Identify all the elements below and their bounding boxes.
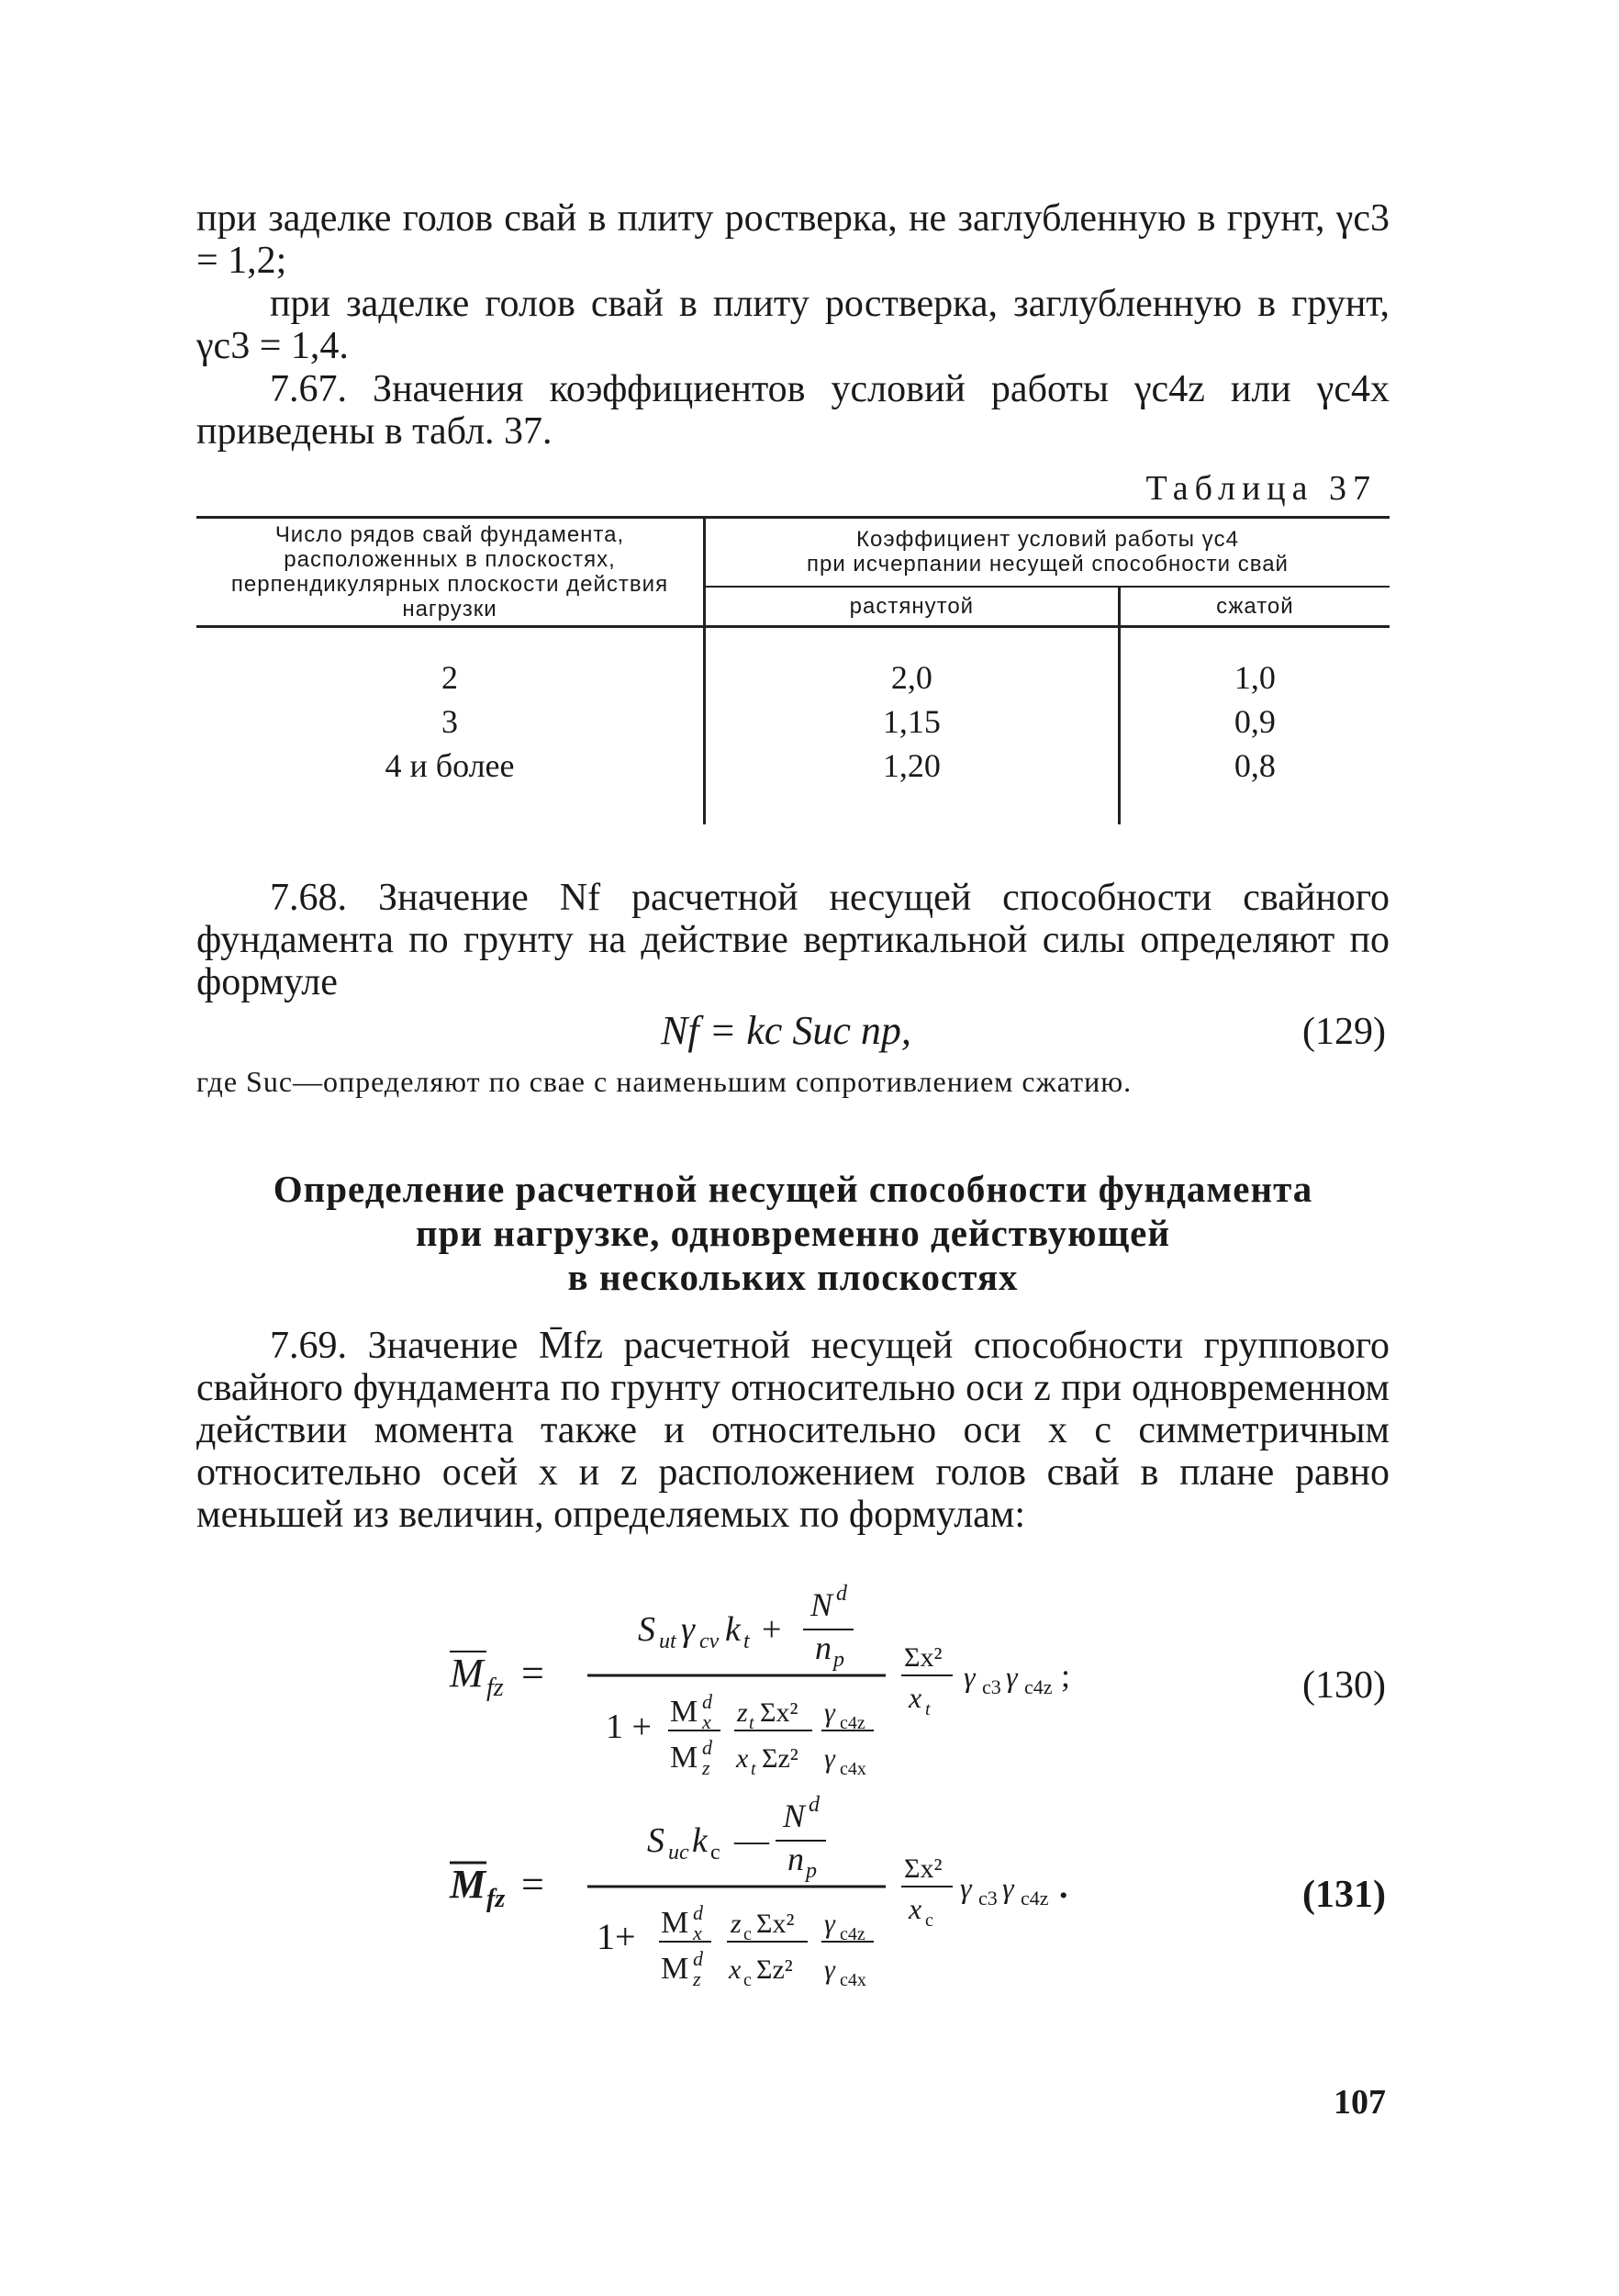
svg-text:t: t (743, 1630, 750, 1653)
svg-text:—: — (734, 1821, 769, 1860)
svg-text:x: x (693, 1921, 702, 1944)
svg-text:k: k (692, 1821, 708, 1860)
table-header-tension: растянутой (705, 587, 1120, 627)
svg-text:γ: γ (960, 1871, 972, 1904)
paragraph-anchorage-not-embedded: при заделке голов свай в плиту ростверка, не заглубленную в грунт, γc3 = 1,2; (196, 197, 1390, 282)
svg-text:N: N (783, 1798, 806, 1834)
table-cell-compression: 1,0 (1234, 659, 1276, 696)
table-row (196, 655, 1390, 700)
svg-text:Σz²: Σz² (756, 1954, 793, 1985)
svg-text:t: t (749, 1713, 754, 1733)
svg-text:c: c (743, 1924, 752, 1944)
formula-129-number: (129) (1302, 1011, 1386, 1053)
table-caption: Таблица 37 (1145, 469, 1377, 508)
svg-text:d: d (836, 1582, 847, 1606)
table-cell-tension: 1,20 (705, 744, 1120, 788)
svg-text:c: c (925, 1910, 933, 1931)
svg-text:c4x: c4x (840, 1759, 866, 1779)
svg-text:c3: c3 (982, 1675, 1001, 1698)
svg-text:fz: fz (486, 1885, 506, 1913)
svg-text:Σx²: Σx² (756, 1909, 795, 1939)
svg-text:Σx²: Σx² (760, 1697, 798, 1728)
svg-text:c4z: c4z (840, 1924, 865, 1944)
svg-text:d: d (693, 1947, 703, 1970)
svg-text:cv: cv (699, 1630, 720, 1653)
svg-text:t: t (925, 1699, 931, 1719)
svg-text:c4z: c4z (1024, 1675, 1053, 1698)
svg-text:Σx²: Σx² (904, 1642, 943, 1673)
svg-text:ut: ut (659, 1630, 676, 1653)
svg-text:γ: γ (1002, 1871, 1014, 1904)
svg-text:c3: c3 (978, 1887, 998, 1910)
svg-text:S: S (638, 1610, 655, 1649)
table-row (196, 700, 1390, 744)
svg-text:Σz²: Σz² (762, 1743, 798, 1774)
svg-text:M: M (450, 1651, 484, 1696)
svg-text:d: d (809, 1793, 820, 1817)
svg-text:.: . (1059, 1867, 1068, 1906)
svg-text:c: c (743, 1970, 752, 1990)
svg-text:x: x (909, 1892, 922, 1925)
svg-text:n: n (787, 1841, 804, 1877)
svg-text:=: = (521, 1862, 544, 1907)
svg-text:p: p (806, 1859, 817, 1883)
paragraph-7-69: 7.69. Значение M̄fz расчетной несущей способности группового свайного фундамента по грунту относительно оси z при одновременном действии момента также и относительно оси x с симметричным относительно осей x и z расположением голов свай в плане равно меньшей из величин, определяемых по формулам: (196, 1325, 1390, 1536)
table-cell-compression: 0,8 (1234, 747, 1276, 784)
table-header-compression: сжатой (1216, 593, 1294, 619)
table-header-coefficient-line1: Коэффициент условий работы γc4 (856, 527, 1239, 553)
svg-text:γ: γ (824, 1954, 835, 1985)
svg-text:;: ; (1061, 1657, 1071, 1694)
svg-text:c4z: c4z (840, 1713, 865, 1733)
formula-129: Nf = kc Suc np, (661, 1008, 911, 1053)
svg-text:z: z (702, 1756, 710, 1779)
table-cell-tension: 1,15 (705, 700, 1120, 744)
svg-text:p: p (833, 1648, 844, 1672)
svg-text:γ: γ (824, 1697, 835, 1728)
page-number: 107 (1334, 2083, 1386, 2122)
table-cell-rows: 4 и более (196, 744, 705, 788)
svg-text:+: + (762, 1610, 782, 1649)
svg-text:t: t (751, 1759, 756, 1779)
table-header-coefficient-line2: при исчерпании несущей способности свай (807, 552, 1289, 577)
svg-text:γ: γ (824, 1743, 835, 1774)
svg-text:uc: uc (668, 1841, 689, 1865)
svg-text:M: M (450, 1862, 486, 1907)
svg-text:1 +: 1 + (606, 1708, 652, 1746)
table-header-coefficient (705, 518, 1390, 587)
table-cell-rows: 2 (196, 655, 705, 700)
svg-text:γ: γ (964, 1660, 976, 1693)
table-row (196, 744, 1390, 788)
formula-129-note: где Suc—определяют по свае с наименьшим сопротивлением сжатию. (196, 1065, 1133, 1098)
section-header-line2: при нагрузке, одновременно действующей (416, 1212, 1170, 1254)
svg-text:c4z: c4z (1021, 1887, 1049, 1910)
paragraph-7-68: 7.68. Значение Nf расчетной несущей способности свайного фундамента по грунту на действие вертикальной силы определяют по формуле (196, 877, 1390, 1003)
svg-text:M: M (661, 1906, 689, 1940)
svg-text:d: d (702, 1736, 712, 1759)
svg-text:x: x (736, 1743, 749, 1774)
svg-text:z: z (737, 1697, 748, 1728)
paragraph-anchorage-embedded: при заделке голов свай в плиту ростверка, заглубленную в грунт, γc3 = 1,4. (196, 283, 1390, 367)
formula-130-number: (130) (1302, 1664, 1386, 1707)
svg-text:c4x: c4x (840, 1970, 866, 1990)
svg-text:M: M (670, 1741, 698, 1775)
svg-text:1+: 1+ (597, 1916, 636, 1957)
paragraph-7-67: 7.67. Значения коэффициентов условий работы γc4z или γc4x приведены в табл. 37. (196, 368, 1390, 453)
table-cell-tension: 2,0 (705, 655, 1120, 700)
svg-text:M: M (670, 1695, 698, 1729)
svg-text:k: k (725, 1610, 741, 1649)
formula-131 (450, 1786, 1147, 1997)
svg-text:S: S (647, 1821, 664, 1860)
svg-text:=: = (521, 1651, 544, 1696)
section-header-line1: Определение расчетной несущей способности фундамента (273, 1168, 1313, 1210)
svg-text:x: x (729, 1954, 742, 1985)
svg-text:x: x (702, 1710, 711, 1733)
table-cell-compression: 0,9 (1234, 703, 1276, 740)
svg-text:d: d (693, 1901, 703, 1924)
section-header-line3: в нескольких плоскостях (567, 1256, 1019, 1298)
svg-text:γ: γ (1006, 1660, 1018, 1693)
table-header-rows: Число рядов свай фундамента, расположенных в плоскостях, перпендикулярных плоскости действия нагрузки (196, 518, 705, 627)
table-37 (196, 516, 1390, 824)
svg-text:z: z (693, 1967, 701, 1990)
svg-text:c: c (710, 1841, 720, 1865)
svg-text:M: M (661, 1952, 689, 1986)
svg-text:n: n (815, 1630, 832, 1666)
formula-130 (450, 1574, 1147, 1786)
svg-text:x: x (909, 1681, 922, 1714)
svg-text:d: d (702, 1690, 712, 1713)
svg-text:fz: fz (486, 1674, 504, 1702)
formula-131-number: (131) (1302, 1874, 1386, 1916)
svg-text:Σx²: Σx² (904, 1854, 943, 1884)
svg-text:N: N (810, 1586, 833, 1623)
svg-text:γ: γ (681, 1610, 695, 1649)
svg-text:z: z (731, 1909, 742, 1939)
svg-text:γ: γ (824, 1909, 835, 1939)
table-cell-rows: 3 (196, 700, 705, 744)
